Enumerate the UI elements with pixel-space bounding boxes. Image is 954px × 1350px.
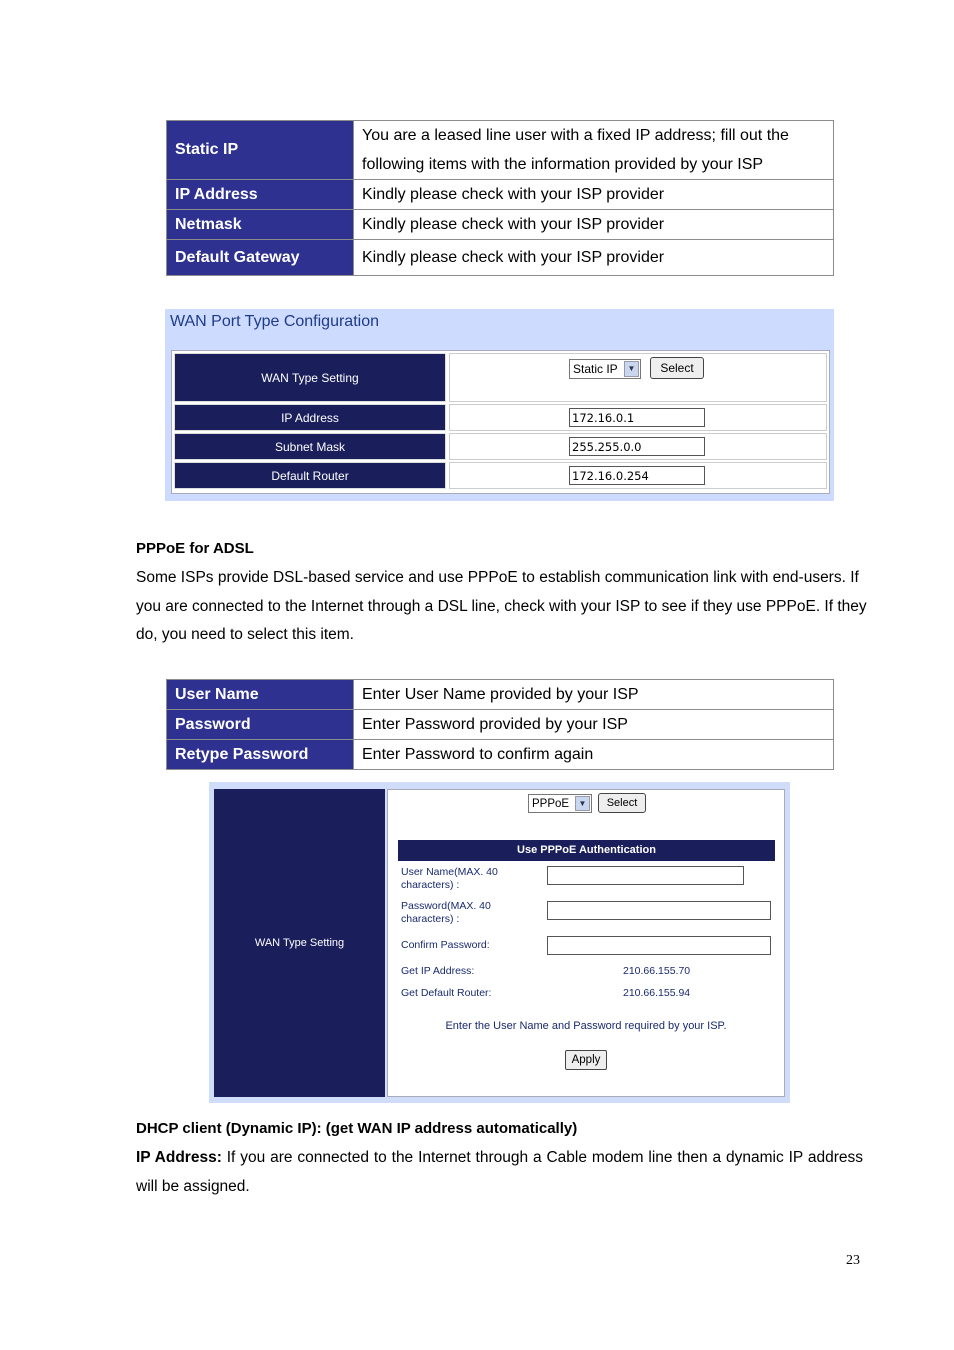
subnet-mask-label: Subnet Mask (174, 433, 446, 460)
pppoe-config-panel (209, 782, 790, 1103)
pppoe-description: Some ISPs provide DSL-based service and use PPPoE to establish communication link with end-users. If you are connected to the Internet through a DSL line, check with your ISP to see if they use PPPoE. If they do, you need to select this item. (136, 569, 867, 643)
wan-type-cell (449, 353, 827, 402)
subnet-mask-cell (449, 433, 827, 460)
chevron-down-icon: ▼ (575, 796, 590, 811)
table-key: Default Gateway (167, 240, 354, 276)
wan-config-panel (165, 309, 834, 501)
wan-config-title: WAN Port Type Configuration (170, 313, 379, 330)
username-label: User Name(MAX. 40 characters) : (401, 866, 498, 891)
chevron-down-icon: ▼ (624, 361, 639, 377)
table-key: Netmask (167, 210, 354, 240)
get-router-label: Get Default Router: (401, 987, 492, 999)
get-ip-label: Get IP Address: (401, 965, 475, 977)
table-key: User Name (167, 680, 354, 710)
table-key: Static IP (167, 121, 354, 180)
get-ip-value: 210.66.155.70 (623, 965, 691, 977)
default-router-cell (449, 462, 827, 489)
wan-type-select[interactable] (569, 359, 641, 379)
table-key: Password (167, 710, 354, 740)
wan-type-select[interactable] (528, 794, 592, 813)
pppoe-settings (387, 789, 785, 1097)
apply-button[interactable]: Apply (565, 1050, 607, 1070)
subnet-mask-input[interactable] (569, 437, 705, 456)
select-button[interactable]: Select (598, 793, 646, 813)
username-input[interactable] (547, 866, 744, 885)
ip-address-input[interactable] (569, 408, 705, 427)
table-key: Retype Password (167, 740, 354, 770)
confirm-password-input[interactable] (547, 936, 771, 955)
wan-type-select-value: PPPoE (532, 798, 570, 810)
table-key: IP Address (167, 180, 354, 210)
pppoe-heading: PPPoE for ADSL (136, 540, 254, 557)
default-router-row (174, 462, 827, 489)
table-value: Enter Password provided by your ISP (354, 710, 834, 740)
page-number: 23 (846, 1253, 860, 1268)
ip-address-label: IP Address (174, 404, 446, 431)
ip-address-row (174, 404, 827, 431)
confirm-password-label: Confirm Password: (401, 939, 490, 951)
subnet-mask-row (174, 433, 827, 460)
table-value: Kindly please check with your ISP provider (354, 180, 834, 210)
get-router-value: 210.66.155.94 (623, 987, 691, 999)
default-router-label: Default Router (174, 462, 446, 489)
pppoe-table (166, 679, 834, 770)
wan-type-row (174, 353, 827, 402)
table-value: Enter User Name provided by your ISP (354, 680, 834, 710)
password-label: Password(MAX. 40 characters) : (401, 900, 491, 925)
dhcp-heading: DHCP client (Dynamic IP): (get WAN IP address automatically) (136, 1120, 578, 1137)
pppoe-auth-title: Use PPPoE Authentication (398, 840, 775, 861)
select-button[interactable]: Select (650, 357, 704, 379)
table-value: Kindly please check with your ISP provider (354, 240, 834, 276)
pppoe-note: Enter the User Name and Password required by your ISP. (445, 1020, 727, 1032)
table-value: Enter Password to confirm again (354, 740, 834, 770)
table-value: Kindly please check with your ISP provider (354, 210, 834, 240)
wan-config-grid (171, 350, 830, 494)
dhcp-description (136, 1144, 863, 1201)
ip-address-term: IP Address: (136, 1149, 222, 1166)
static-ip-table (166, 120, 834, 276)
dhcp-ip-text: If you are connected to the Internet through a Cable modem line then a dynamic IP address will be assigned. (136, 1149, 863, 1195)
ip-address-cell (449, 404, 827, 431)
password-input[interactable] (547, 901, 771, 920)
wan-type-label: WAN Type Setting (214, 789, 385, 1097)
table-value: You are a leased line user with a fixed IP address; fill out the following items with the information provided by your ISP (354, 121, 834, 180)
wan-type-select-value: Static IP (573, 362, 618, 376)
default-router-input[interactable] (569, 466, 705, 485)
wan-type-label: WAN Type Setting (174, 353, 446, 402)
